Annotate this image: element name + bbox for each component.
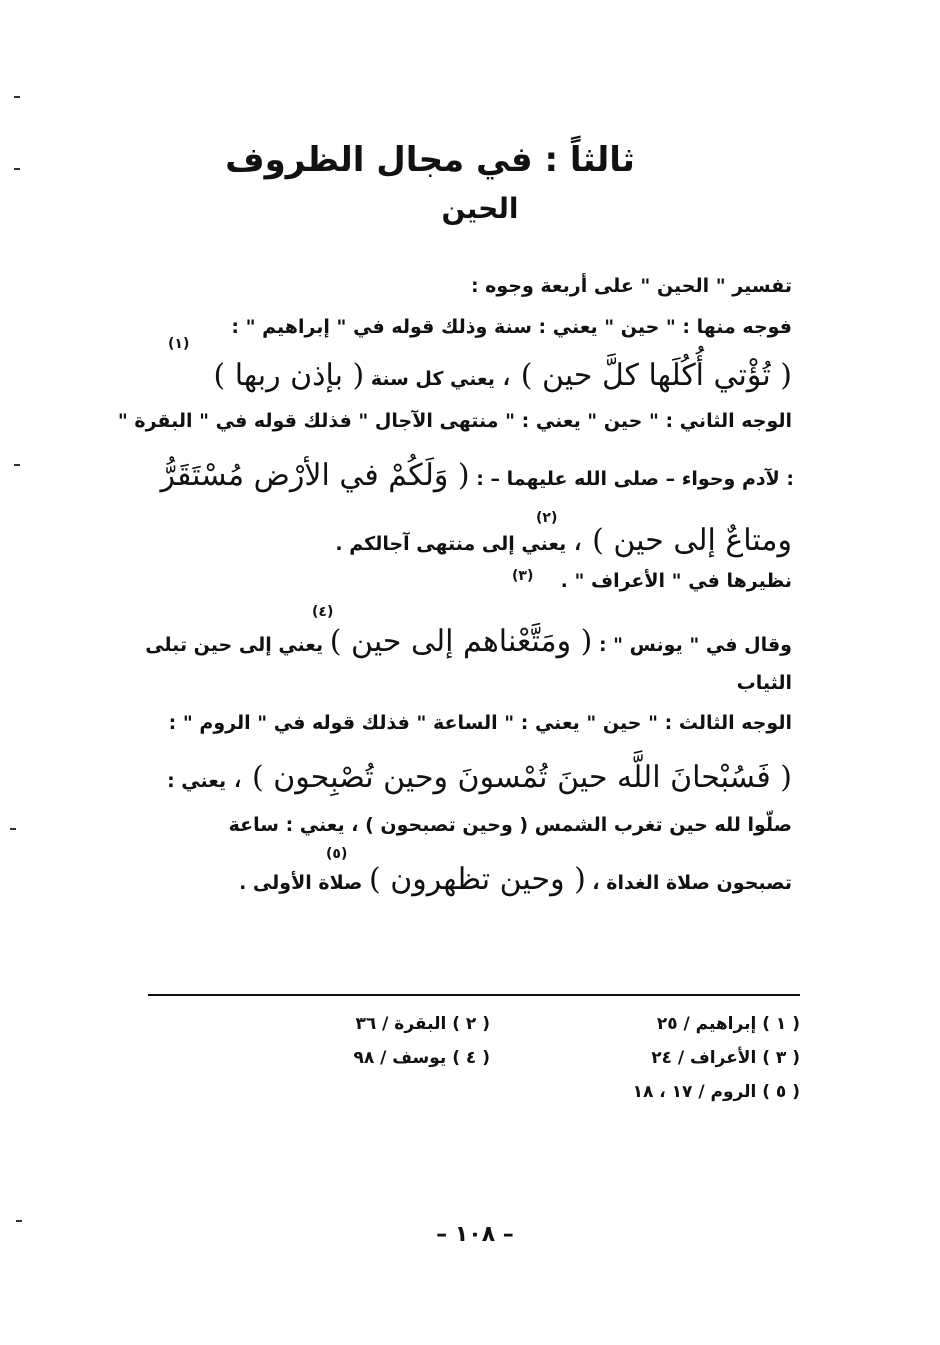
body-line-3 [214,358,792,393]
scan-mark [14,168,20,170]
scan-mark [14,464,20,466]
footnote-ref-1: (١) [168,336,190,352]
body-line-6 [335,523,792,558]
scan-mark [16,1220,22,1222]
body-line-4: الوجه الثاني : " حين " يعني : " منتهى الآجال " فذلك قوله في " البقرة " [117,410,792,432]
body-line-1: تفسير " الحين " على أربعة وجوه : [470,275,792,297]
quran-verse: ( وحين تظهرون ) [369,862,586,897]
quran-verse: ( ومَتَّعْناهم إلى حين ) [329,624,593,659]
body-line-7 [561,570,792,592]
footnote-1: ( ١ ) إبراهيم / ٢٥ [656,1014,800,1034]
body-text: يعني إلى منتهى آجالكم . [335,533,567,555]
body-text: يعني كل سنة [370,368,495,390]
footnote-ref-5: (٥) [326,846,348,862]
quran-verse: ومتاعٌ إلى حين ) ، [572,523,792,558]
scan-mark [14,96,20,98]
footnote-ref-4: (٤) [312,604,334,620]
quran-verse: ( بإذن ربها ) [213,358,365,393]
body-line-13 [239,862,792,897]
quran-verse: ( تُؤْتي أُكُلَها كلَّ حين ) ، [501,358,792,393]
footnote-2: ( ٢ ) البقرة / ٣٦ [355,1014,490,1034]
body-text: يعني : [167,770,227,792]
body-line-12: صلّوا لله حين تغرب الشمس ( وحين تصبحون ) ، يعني : ساعة [228,814,792,836]
footnote-4: ( ٤ ) يوسف / ٩٨ [353,1048,490,1068]
body-line-11 [167,760,792,795]
footnote-ref-3: (٣) [512,568,534,584]
page-number: – ١٠٨ – [436,1222,514,1247]
footnote-3: ( ٣ ) الأعراف / ٢٤ [651,1048,800,1068]
body-line-2: فوجه منها : " حين " يعني : سنة وذلك قوله في " إبراهيم " : [231,316,792,338]
body-text: وقال في " يونس " : [598,634,792,656]
section-subtitle: الحين [441,192,519,225]
body-line-8 [145,624,792,659]
body-line-9: الثياب [736,672,792,694]
body-text: يعني إلى حين تبلى [145,634,324,656]
quran-verse: ( وَلَكُمْ في الأرْض مُسْتَقَرُّ [160,458,470,493]
footnote-divider [148,994,800,996]
body-line-10: الوجه الثالث : " حين " يعني : " الساعة " فذلك قوله في " الروم " : [168,712,792,734]
quran-verse: ( فَسُبْحانَ اللَّه حينَ تُمْسونَ وحين تُصْبِحون ) ، [232,760,792,795]
body-line-5 [160,458,794,493]
scan-mark [10,828,16,830]
page-title: ثالثاً : في مجال الظروف [225,140,635,180]
body-text: نظيرها في " الأعراف " . [560,570,792,592]
body-text: تصبحون صلاة الغداة ، [592,872,792,894]
body-text: صلاة الأولى . [239,872,363,894]
body-text: : لآدم وحواء – صلى الله عليهما – : [476,468,794,490]
footnote-ref-2: (٢) [536,510,558,526]
footnote-5: ( ٥ ) الروم / ١٧ ، ١٨ [632,1082,800,1102]
